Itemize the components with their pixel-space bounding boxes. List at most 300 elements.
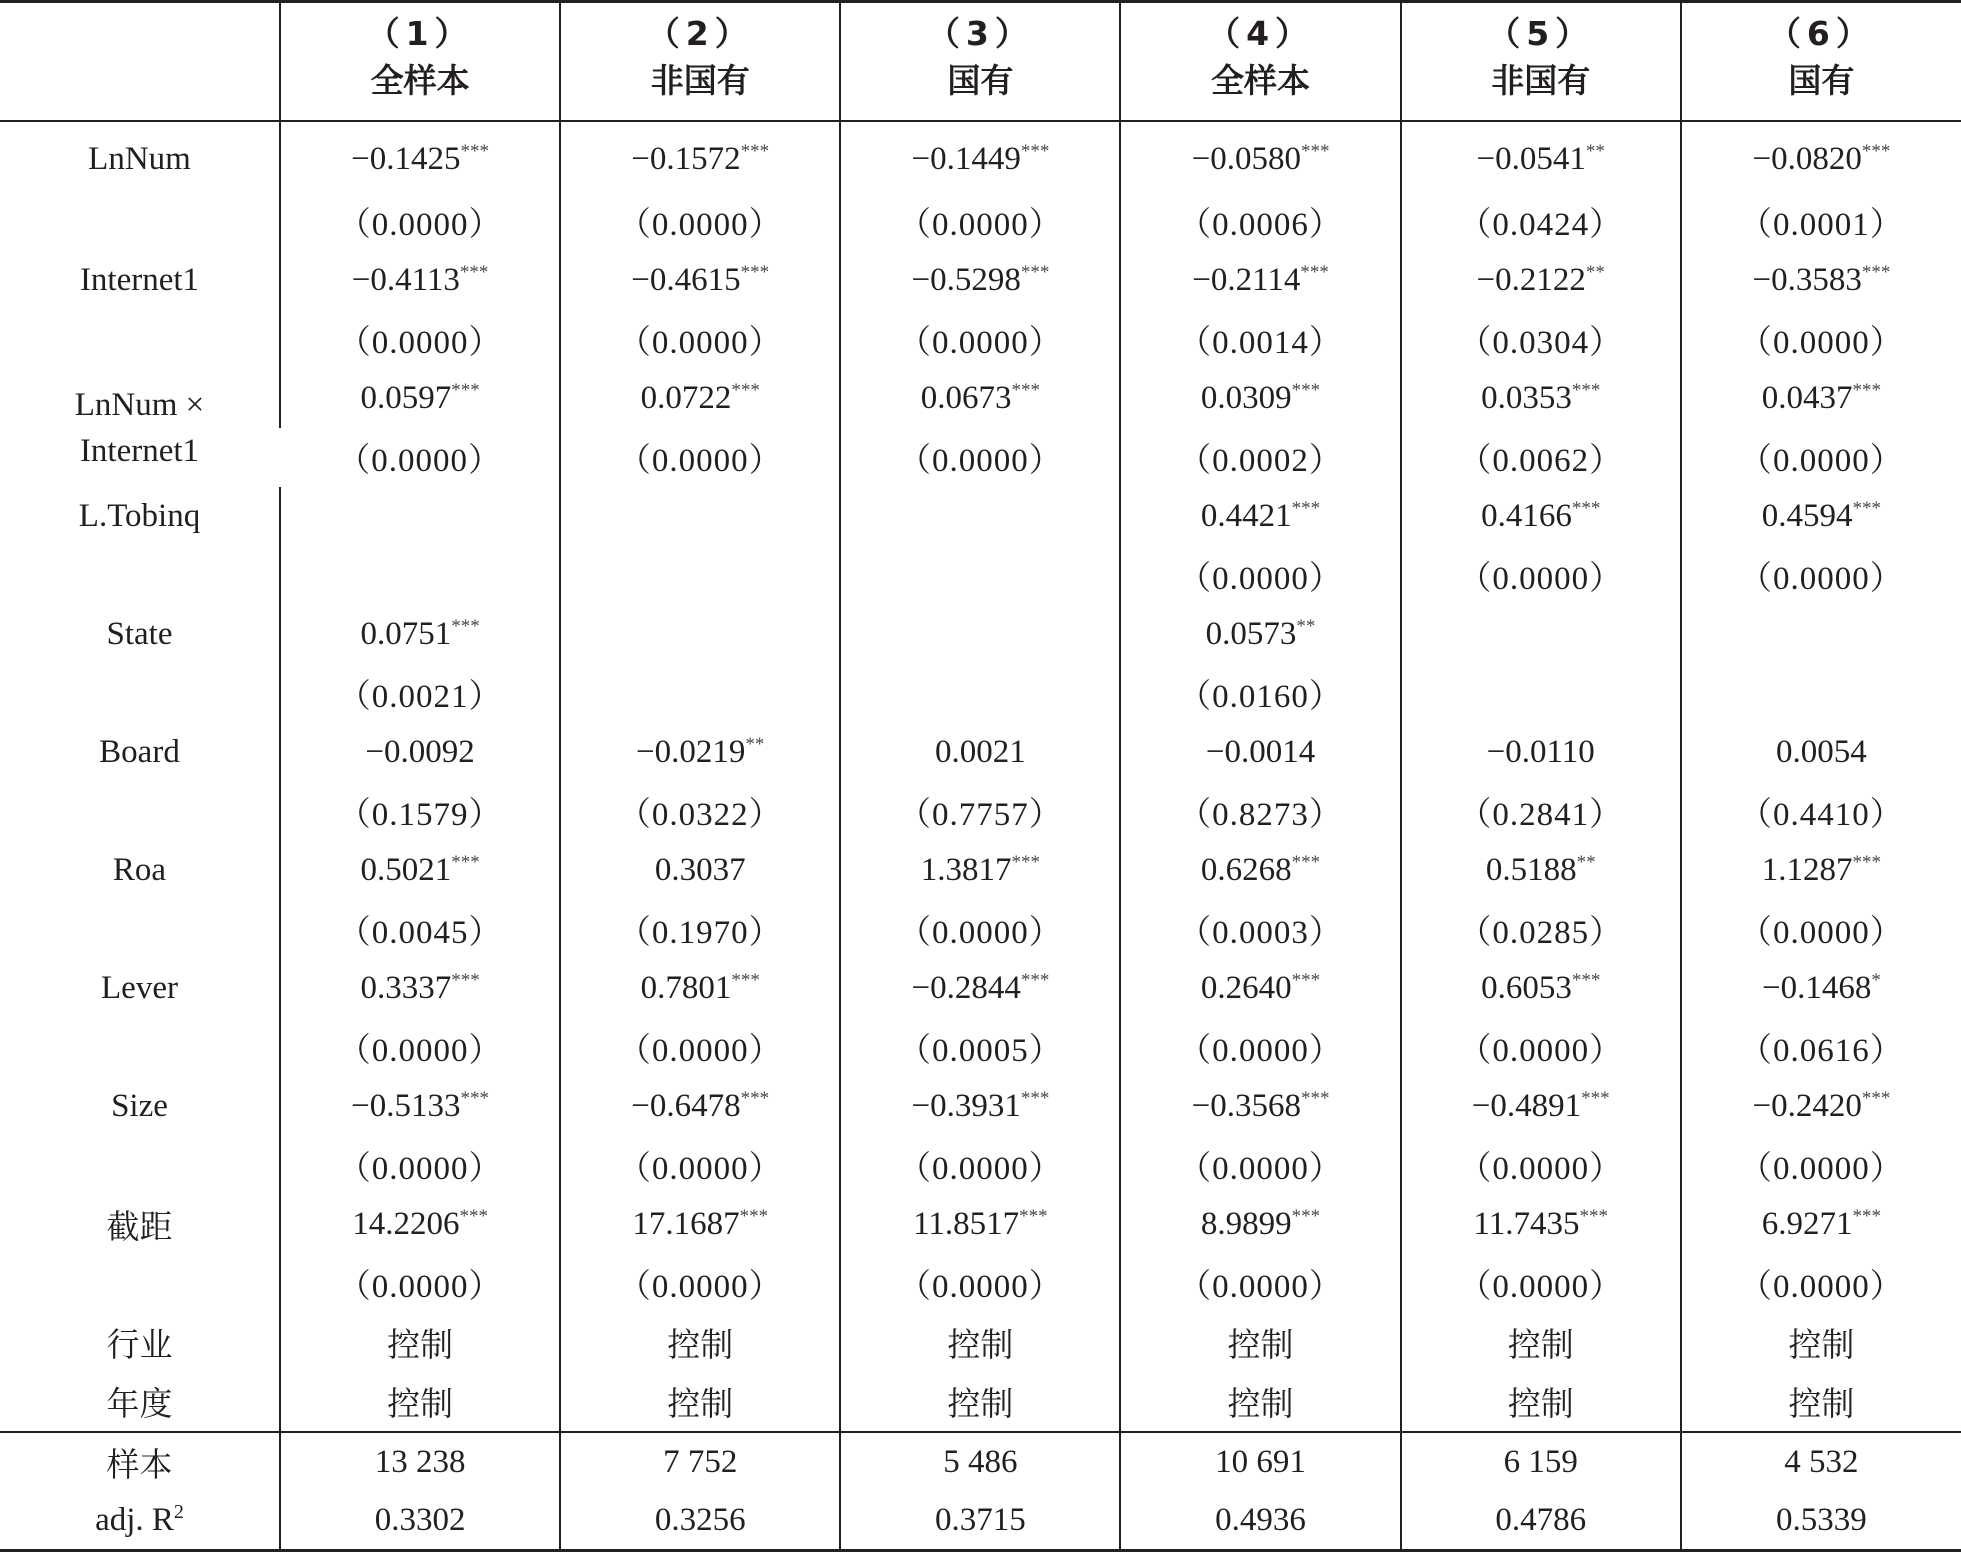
pvalue-cell: （0.0322） — [560, 782, 840, 841]
coef-row — [0, 369, 1961, 428]
coef-cell — [1401, 369, 1681, 428]
row-label-line: Internet1 — [79, 433, 200, 469]
coef-value: 0.4594 — [1761, 498, 1853, 534]
significance-stars: *** — [451, 970, 480, 991]
significance-stars: *** — [1020, 140, 1050, 162]
coef-cell — [560, 369, 840, 428]
pvalue-cell: （0.0424） — [1401, 192, 1681, 251]
pvalue-row — [0, 900, 1961, 959]
significance-stars: *** — [740, 262, 770, 283]
pvalue-cell: （0.0000） — [1681, 310, 1961, 369]
row-label-line: LnNum × — [74, 387, 205, 423]
coef-value: 1.3817 — [920, 852, 1012, 888]
significance-stars: *** — [1011, 380, 1041, 401]
coef-cell — [280, 723, 560, 782]
coef-cell — [1120, 1077, 1400, 1136]
significance-stars: *** — [451, 380, 480, 401]
coef-cell — [1120, 959, 1400, 1018]
column-sample-label: 非国有 — [560, 55, 840, 121]
pvalue-row — [0, 782, 1961, 841]
significance-stars: *** — [1852, 1206, 1882, 1227]
pvalue-cell — [1401, 664, 1681, 723]
significance-stars: *** — [459, 1206, 488, 1227]
control-cell: 控制 — [1401, 1313, 1681, 1372]
significance-stars: *** — [1020, 970, 1050, 991]
row-label: L.Tobinq — [78, 498, 201, 534]
coef-value: −0.2114 — [1192, 262, 1301, 298]
coef-cell — [560, 121, 840, 192]
coef-value: −0.2122 — [1476, 262, 1586, 298]
significance-stars: *** — [1571, 970, 1601, 991]
row-label-adj-r2 — [0, 1491, 280, 1551]
pvalue-cell: （0.0000） — [840, 900, 1120, 959]
pvalue-cell: （0.0000） — [560, 1136, 840, 1195]
row-label-empty — [0, 782, 280, 841]
adj-r2-label: adj. R — [95, 1502, 174, 1538]
coef-value: −0.3931 — [911, 1088, 1021, 1124]
significance-stars: *** — [731, 970, 760, 991]
coef-value: −0.1468 — [1761, 970, 1872, 1006]
coef-cell — [1120, 369, 1400, 428]
coef-cell — [840, 369, 1120, 428]
coef-cell — [1681, 369, 1961, 428]
pvalue-cell — [280, 546, 560, 605]
significance-stars: *** — [1020, 262, 1050, 283]
significance-stars: *** — [1571, 380, 1601, 401]
column-sample-label: 国有 — [840, 55, 1120, 121]
coef-cell — [1120, 723, 1400, 782]
pvalue-cell: （0.0000） — [840, 428, 1120, 487]
sample-size-cell: 5 486 — [840, 1432, 1120, 1491]
row-label: 截距 — [106, 1207, 173, 1246]
pvalue-cell: （0.0000） — [1401, 1018, 1681, 1077]
table-summary — [0, 1432, 1961, 1551]
column-sample-label: 国有 — [1681, 55, 1961, 121]
adj-r2-cell: 0.3302 — [280, 1491, 560, 1551]
pvalue-cell: （0.0045） — [280, 900, 560, 959]
pvalue-cell: （0.0000） — [1681, 1136, 1961, 1195]
significance-stars: *** — [739, 1206, 769, 1227]
adj-r2-superscript: 2 — [173, 1501, 184, 1523]
coef-cell — [1120, 1195, 1400, 1254]
coef-cell — [840, 251, 1120, 310]
coef-cell — [280, 841, 560, 900]
coef-row — [0, 487, 1961, 546]
pvalue-cell: （0.0000） — [280, 1018, 560, 1077]
coef-value: −0.0541 — [1476, 140, 1586, 177]
row-label-empty — [0, 192, 280, 251]
pvalue-cell: （0.0000） — [1681, 1254, 1961, 1313]
row-label: State — [106, 616, 173, 652]
significance-stars: * — [1871, 970, 1881, 991]
coef-value: −0.0014 — [1205, 734, 1316, 770]
coef-cell — [560, 487, 840, 546]
pvalue-cell: （0.0000） — [1401, 1136, 1681, 1195]
pvalue-cell: （0.0000） — [280, 1254, 560, 1313]
coef-cell — [840, 841, 1120, 900]
column-number: （2） — [560, 2, 840, 56]
sample-size-cell: 4 532 — [1681, 1432, 1961, 1491]
pvalue-cell: （0.4410） — [1681, 782, 1961, 841]
coef-value: 0.6268 — [1200, 852, 1292, 888]
column-number: （3） — [840, 2, 1120, 56]
pvalue-cell: （0.0000） — [1120, 1018, 1400, 1077]
pvalue-cell: （0.0000） — [1120, 1136, 1400, 1195]
pvalue-cell: （0.0000） — [840, 1136, 1120, 1195]
row-label: LnNum — [88, 140, 191, 177]
pvalue-row — [0, 664, 1961, 723]
coef-cell — [840, 959, 1120, 1018]
coef-value: −0.0092 — [365, 734, 475, 770]
coef-cell — [1681, 841, 1961, 900]
control-cell: 控制 — [840, 1372, 1120, 1432]
coef-value: −0.5298 — [911, 262, 1021, 298]
pvalue-cell: （0.0000） — [1681, 546, 1961, 605]
adj-r2-cell: 0.3256 — [560, 1491, 840, 1551]
pvalue-row — [0, 1254, 1961, 1313]
coef-cell — [1681, 959, 1961, 1018]
pvalue-cell: （0.0005） — [840, 1018, 1120, 1077]
coef-value: 0.0054 — [1776, 734, 1867, 770]
coef-value: 0.7801 — [640, 970, 732, 1006]
significance-stars: *** — [1852, 380, 1882, 401]
row-label: Size — [111, 1088, 168, 1124]
pvalue-cell: （0.0021） — [280, 664, 560, 723]
coef-cell — [1681, 1195, 1961, 1254]
sample-size-cell: 7 752 — [560, 1432, 840, 1491]
pvalue-row — [0, 546, 1961, 605]
significance-stars: ** — [1576, 852, 1596, 873]
coef-cell — [840, 723, 1120, 782]
significance-stars: *** — [1300, 140, 1330, 162]
control-cell: 控制 — [1681, 1372, 1961, 1432]
significance-stars: *** — [1571, 498, 1601, 519]
coef-value: 0.0673 — [920, 380, 1012, 416]
significance-stars: *** — [460, 140, 490, 162]
adj-r2-cell: 0.4936 — [1120, 1491, 1400, 1551]
coef-cell — [1401, 605, 1681, 664]
coef-cell — [1681, 723, 1961, 782]
header-corner-lower — [0, 55, 280, 121]
row-label-empty — [0, 310, 280, 369]
coef-value: −0.1449 — [911, 140, 1021, 177]
adj-r2-cell: 0.3715 — [840, 1491, 1120, 1551]
coef-row — [0, 605, 1961, 664]
significance-stars: *** — [451, 616, 480, 637]
coef-cell — [1401, 723, 1681, 782]
coef-cell — [280, 959, 560, 1018]
significance-stars: ** — [745, 734, 765, 755]
sample-size-cell: 10 691 — [1120, 1432, 1400, 1491]
coef-value: 0.0722 — [640, 380, 732, 416]
coef-cell — [840, 487, 1120, 546]
coef-value: 0.0021 — [935, 734, 1026, 770]
significance-stars: *** — [460, 1088, 490, 1109]
coef-cell — [1681, 251, 1961, 310]
coef-value: −0.1425 — [351, 140, 461, 177]
coef-value: 0.6053 — [1481, 970, 1572, 1006]
coef-value: 0.4166 — [1481, 498, 1572, 534]
coef-value: −0.4113 — [351, 262, 460, 298]
coef-value: 0.0597 — [360, 380, 452, 416]
coef-value: −0.3583 — [1752, 262, 1862, 298]
pvalue-cell: （0.0000） — [1681, 428, 1961, 487]
sample-size-row — [0, 1432, 1961, 1491]
control-cell: 控制 — [560, 1313, 840, 1372]
coef-value: 1.1287 — [1761, 852, 1853, 888]
coef-cell — [280, 1077, 560, 1136]
pvalue-cell: （0.1579） — [280, 782, 560, 841]
significance-stars: *** — [1291, 970, 1321, 991]
coef-value: 0.3037 — [654, 852, 746, 888]
pvalue-cell: （0.2841） — [1401, 782, 1681, 841]
coef-value: 14.2206 — [352, 1206, 460, 1242]
column-number: （6） — [1681, 2, 1961, 56]
control-cell: 控制 — [280, 1313, 560, 1372]
coef-value: −0.2844 — [911, 970, 1021, 1006]
coef-value: −0.0580 — [1191, 140, 1301, 177]
pvalue-row — [0, 310, 1961, 369]
control-cell: 控制 — [1681, 1313, 1961, 1372]
coef-cell — [280, 487, 560, 546]
pvalue-cell — [1681, 664, 1961, 723]
coef-value: −0.0820 — [1752, 140, 1862, 177]
coef-value: −0.5133 — [351, 1088, 461, 1124]
pvalue-cell — [560, 664, 840, 723]
pvalue-cell: （0.8273） — [1120, 782, 1400, 841]
significance-stars: *** — [1291, 380, 1321, 401]
coef-cell — [280, 605, 560, 664]
coef-cell — [280, 251, 560, 310]
pvalue-cell: （0.0000） — [1401, 1254, 1681, 1313]
significance-stars: ** — [1296, 616, 1316, 637]
significance-stars: ** — [1585, 262, 1605, 283]
significance-stars: *** — [1579, 1206, 1608, 1227]
pvalue-cell: （0.0000） — [840, 192, 1120, 251]
column-sample-label: 全样本 — [1120, 55, 1400, 121]
pvalue-cell: （0.0160） — [1120, 664, 1400, 723]
coef-value: −0.0110 — [1486, 734, 1595, 770]
significance-stars: *** — [1020, 1088, 1050, 1109]
coef-cell — [840, 121, 1120, 192]
pvalue-cell: （0.0000） — [280, 1136, 560, 1195]
significance-stars: *** — [1300, 262, 1329, 283]
control-cell: 控制 — [1120, 1313, 1400, 1372]
coef-cell — [1120, 487, 1400, 546]
adj-r2-row — [0, 1491, 1961, 1551]
pvalue-cell: （0.0001） — [1681, 192, 1961, 251]
significance-stars: *** — [459, 262, 489, 283]
row-label: Roa — [112, 852, 167, 888]
pvalue-cell: （0.0002） — [1120, 428, 1400, 487]
coef-value: 0.5021 — [360, 852, 452, 888]
significance-stars: *** — [1300, 1088, 1330, 1109]
coef-row — [0, 121, 1961, 192]
coef-value: 0.0309 — [1200, 380, 1292, 416]
significance-stars: *** — [1861, 140, 1891, 162]
coef-value: 11.8517 — [913, 1206, 1020, 1242]
pvalue-row — [0, 428, 1961, 487]
significance-stars: *** — [740, 140, 770, 162]
coef-row — [0, 1077, 1961, 1136]
row-label-empty — [0, 900, 280, 959]
pvalue-row — [0, 1136, 1961, 1195]
pvalue-cell: （0.0000） — [337, 443, 502, 479]
pvalue-cell: （0.0000） — [560, 192, 840, 251]
pvalue-cell — [840, 546, 1120, 605]
significance-stars: *** — [740, 1088, 770, 1109]
pvalue-cell: （0.0014） — [1120, 310, 1400, 369]
coef-value: 0.3337 — [360, 970, 452, 1006]
coef-value: 0.0751 — [360, 616, 452, 652]
coef-cell — [1401, 1077, 1681, 1136]
pvalue-cell — [560, 546, 840, 605]
coef-value: 0.4421 — [1200, 498, 1292, 534]
coef-value: −0.3568 — [1191, 1088, 1301, 1124]
coef-cell — [560, 251, 840, 310]
row-label-empty — [0, 664, 280, 723]
coef-cell — [280, 369, 560, 428]
coef-cell — [840, 1195, 1120, 1254]
pvalue-cell: （0.0000） — [840, 310, 1120, 369]
coef-value: −0.4615 — [631, 262, 741, 298]
pvalue-cell: （0.0000） — [1120, 546, 1400, 605]
coef-value: 0.0573 — [1205, 616, 1297, 652]
header-corner — [0, 2, 280, 56]
pvalue-cell: （0.0000） — [280, 310, 560, 369]
column-sample-label: 非国有 — [1401, 55, 1681, 121]
significance-stars: *** — [1019, 1206, 1048, 1227]
coef-value: −0.2420 — [1752, 1088, 1862, 1124]
coef-cell — [1120, 605, 1400, 664]
coef-cell — [1120, 251, 1400, 310]
coef-value: 0.0353 — [1481, 380, 1572, 416]
coef-value: 0.0437 — [1761, 380, 1853, 416]
control-cell: 控制 — [840, 1313, 1120, 1372]
significance-stars: *** — [1861, 262, 1891, 283]
coef-row — [0, 959, 1961, 1018]
coef-cell — [1401, 487, 1681, 546]
pvalue-cell: （0.0000） — [1681, 900, 1961, 959]
coef-row — [0, 251, 1961, 310]
adj-r2-cell: 0.5339 — [1681, 1491, 1961, 1551]
header-row-numbers — [0, 2, 1961, 56]
pvalue-cell: （0.0285） — [1401, 900, 1681, 959]
column-number: （4） — [1120, 2, 1400, 56]
column-sample-label: 全样本 — [280, 55, 560, 121]
column-number: （5） — [1401, 2, 1681, 56]
significance-stars: *** — [1291, 852, 1321, 873]
coef-cell — [560, 1195, 840, 1254]
coef-row — [0, 1195, 1961, 1254]
pvalue-cell: （0.0000） — [280, 192, 560, 251]
sample-size-cell: 13 238 — [280, 1432, 560, 1491]
significance-stars: *** — [1291, 498, 1321, 519]
significance-stars: ** — [1585, 140, 1605, 162]
coef-cell — [1681, 487, 1961, 546]
row-label: 行业 — [106, 1325, 173, 1364]
coef-cell — [840, 1077, 1120, 1136]
significance-stars: *** — [1011, 852, 1041, 873]
coef-value: 0.2640 — [1200, 970, 1292, 1006]
adj-r2-cell: 0.4786 — [1401, 1491, 1681, 1551]
header-row-samples — [0, 55, 1961, 121]
coef-value: −0.1572 — [631, 140, 741, 177]
pvalue-cell: （0.0000） — [560, 310, 840, 369]
row-label: 年度 — [106, 1384, 173, 1423]
coef-cell — [1120, 841, 1400, 900]
coef-value: −0.0219 — [636, 734, 746, 770]
pvalue-cell: （0.0000） — [560, 1254, 840, 1313]
pvalue-cell: （0.0000） — [1120, 1254, 1400, 1313]
pvalue-row — [0, 192, 1961, 251]
coef-value: 0.5188 — [1485, 852, 1577, 888]
coef-value: 6.9271 — [1761, 1206, 1853, 1242]
pvalue-cell: （0.0000） — [560, 428, 840, 487]
coef-cell — [1681, 605, 1961, 664]
control-cell: 控制 — [1120, 1372, 1400, 1432]
significance-stars: *** — [731, 380, 760, 401]
significance-stars: *** — [1861, 1088, 1891, 1109]
pvalue-cell: （0.7757） — [840, 782, 1120, 841]
row-label-empty — [0, 1018, 280, 1077]
pvalue-row — [0, 1018, 1961, 1077]
coef-cell — [560, 959, 840, 1018]
coef-cell — [1401, 959, 1681, 1018]
coef-value: −0.4891 — [1471, 1088, 1582, 1124]
row-label-empty — [0, 1136, 280, 1195]
row-label: Internet1 — [79, 262, 200, 298]
coef-value: −0.6478 — [631, 1088, 741, 1124]
coef-row — [0, 841, 1961, 900]
coef-cell — [560, 1077, 840, 1136]
significance-stars: *** — [451, 852, 480, 873]
pvalue-cell: （0.0006） — [1120, 192, 1400, 251]
coef-value: 11.7435 — [1473, 1206, 1580, 1242]
coef-cell — [1681, 1077, 1961, 1136]
coef-value: 17.1687 — [632, 1206, 740, 1242]
table-header — [0, 2, 1961, 122]
coef-cell — [280, 1195, 560, 1254]
pvalue-cell: （0.1970） — [560, 900, 840, 959]
pvalue-cell: （0.0003） — [1120, 900, 1400, 959]
row-label-empty — [0, 1254, 280, 1313]
control-cell: 控制 — [280, 1372, 560, 1432]
coef-cell — [1401, 121, 1681, 192]
control-cell: 控制 — [1401, 1372, 1681, 1432]
coef-value: 8.9899 — [1200, 1206, 1292, 1242]
control-row — [0, 1313, 1961, 1372]
row-label: Board — [99, 734, 180, 770]
coef-cell — [840, 605, 1120, 664]
significance-stars: *** — [1581, 1088, 1610, 1109]
significance-stars: *** — [1852, 852, 1882, 873]
column-number: （1） — [280, 2, 560, 56]
row-label: 样本 — [0, 1432, 280, 1491]
coef-cell — [1120, 121, 1400, 192]
coef-cell — [1401, 251, 1681, 310]
coef-cell — [560, 841, 840, 900]
row-label: Lever — [101, 970, 178, 1006]
pvalue-cell: （0.0000） — [1401, 546, 1681, 605]
pvalue-cell: （0.0304） — [1401, 310, 1681, 369]
control-cell: 控制 — [560, 1372, 840, 1432]
significance-stars: *** — [1852, 498, 1882, 519]
coef-row — [0, 723, 1961, 782]
coef-cell — [1681, 121, 1961, 192]
control-row — [0, 1372, 1961, 1432]
row-label — [0, 369, 280, 487]
